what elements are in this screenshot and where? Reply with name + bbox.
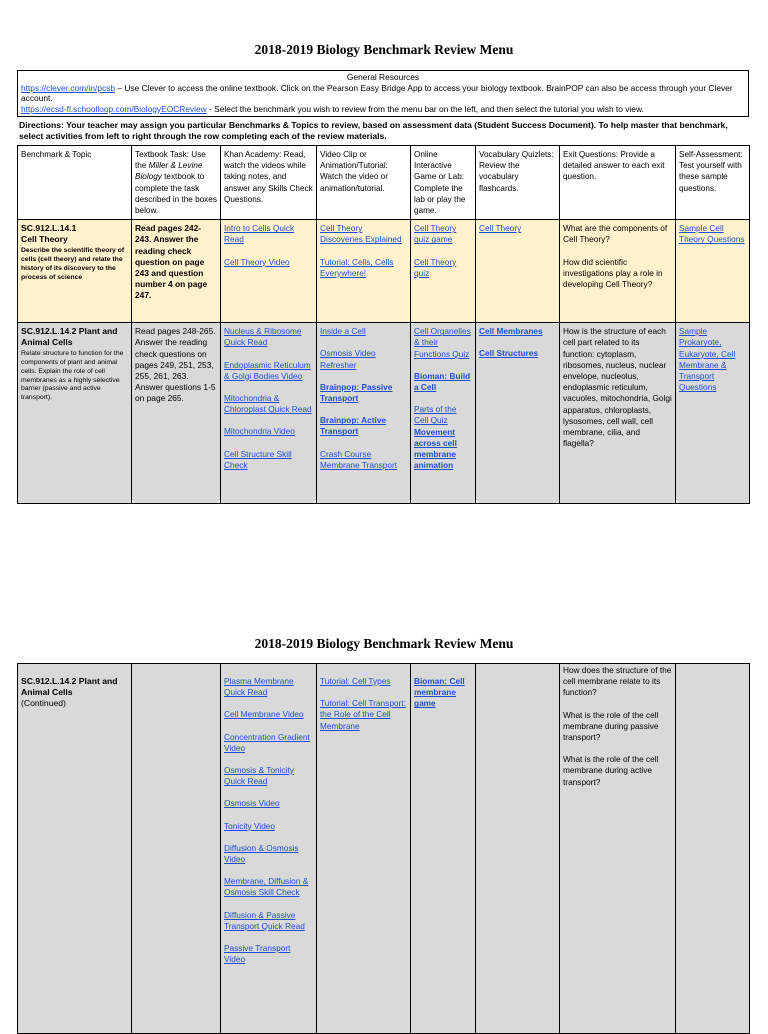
- video-cell: [317, 323, 411, 504]
- clever-link[interactable]: https://clever.com/in/pcsb: [21, 82, 116, 93]
- khan-cell: [221, 220, 317, 323]
- exit-cell: [560, 664, 676, 1034]
- khan-link[interactable]: Mitochondria & Chloroplast Quick Read: [224, 393, 312, 415]
- vocab-link[interactable]: Cell Structures: [479, 348, 539, 359]
- header-benchmark: Benchmark & Topic: [18, 146, 132, 220]
- video-link[interactable]: Crash Course Membrane Transport: [320, 448, 398, 470]
- header-self: Self-Assessment: Test yourself with these sample questions.: [676, 146, 750, 220]
- game-link[interactable]: Cell Theory quiz: [414, 256, 457, 278]
- resources-heading: General Resources: [346, 72, 420, 82]
- header-vocab: Vocabulary Quizlets: Review the vocabulary flashcards.: [476, 146, 560, 220]
- textbook-cell: [132, 664, 221, 1034]
- self-assessment-link[interactable]: Sample Prokaryote, Eukaryote, Cell Membrane & Transport Questions: [679, 326, 736, 393]
- header-textbook: Textbook Task: Use the Miller & Levine Biology textbook to complete the task described in the boxes below.: [132, 146, 221, 220]
- game-link[interactable]: Bioman: Cell membrane game: [414, 676, 465, 709]
- khan-cell: [221, 323, 317, 504]
- benchmark-topic: Cell Theory: [21, 234, 68, 245]
- game-link[interactable]: Cell Organelles & their Functions Quiz: [414, 326, 471, 359]
- khan-link[interactable]: Passive Transport Video: [224, 943, 291, 965]
- video-link[interactable]: Brainpop: Active Transport: [320, 415, 387, 437]
- khan-link[interactable]: Diffusion & Osmosis Video: [224, 842, 299, 865]
- general-resources-box: [17, 70, 749, 117]
- video-link[interactable]: Tutorial: Cell Transport: the Role of the Cell Membrane: [320, 698, 406, 731]
- header-video: Video Clip or Animation/Tutorial: Watch the video or animation/tutorial.: [317, 146, 411, 220]
- benchmark-cell: [18, 220, 132, 323]
- self-cell: [676, 220, 750, 323]
- header-exit: Exit Questions: Provide a detailed answer to each exit question.: [560, 146, 676, 220]
- page-break: [0, 560, 768, 600]
- benchmark-description: Relate structure to function for the components of plant and animal cells. Explain the role of cell membranes as a highly selective barrier (passive and active transport).: [21, 350, 124, 402]
- game-cell: [411, 220, 476, 323]
- khan-link[interactable]: Osmosis Video: [224, 798, 280, 809]
- self-cell: [676, 664, 750, 1034]
- benchmark-code: SC.912.L.14.2 Plant and Animal Cells: [21, 326, 118, 348]
- exit-question: How did scientific investigations play a role in developing Cell Theory?: [563, 256, 663, 290]
- textbook-cell: Read pages 248-265. Answer the reading check questions on pages 249, 251, 253, 255, 261, 263. Answer questions 1-5 on page 265.: [132, 323, 221, 504]
- benchmark-description: Describe the scientific theory of cells (cell theory) and relate the history of its discovery to the process of science: [21, 247, 125, 281]
- exit-question: How does the structure of the cell membrane relate to its function?: [563, 665, 672, 698]
- video-link[interactable]: Brainpop: Passive Transport: [320, 381, 393, 404]
- video-cell: [317, 664, 411, 1034]
- game-link[interactable]: Bioman: Build a Cell: [414, 370, 471, 393]
- benchmark-code: SC.912.L.14.2 Plant and Animal Cells: [21, 676, 118, 697]
- self-cell: [676, 323, 750, 504]
- header-khan: Khan Academy: Read, watch the videos while taking notes, and answer any Skills Check Questions.: [221, 146, 317, 220]
- header-row: [18, 146, 750, 220]
- khan-link[interactable]: Cell Structure Skill Check: [224, 448, 292, 470]
- game-cell: [411, 323, 476, 504]
- video-link[interactable]: Tutorial: Cell Types: [320, 676, 391, 686]
- row-cell-theory: [18, 220, 750, 323]
- vocab-cell: [476, 323, 560, 504]
- benchmark-cell: [18, 323, 132, 504]
- khan-link[interactable]: Tonicity Video: [224, 820, 276, 831]
- exit-question: How is the structure of each cell part related to its function: cytoplasm, ribosomes, nucleus, nuclear envelope, nucleolus, endoplasmic reticulum, vacuoles, mitochondria, Golgi apparatus, chloroplasts, lysosomes, cell wall, cell membrane, cilia, and flagella?: [563, 326, 672, 449]
- directions-text: Directions: Your teacher may assign you particular Benchmarks & Topics to review, based on assessment data (Student Success Document). To help master that benchmark, select activities from left to right through the row completing each of the review materials.: [19, 120, 728, 141]
- page-title: 2018-2019 Biology Benchmark Review Menu: [254, 636, 514, 651]
- khan-cell: [221, 664, 317, 1034]
- exit-question: What is the role of the cell membrane during active transport?: [563, 754, 659, 787]
- khan-link[interactable]: Nucleus & Ribosome Quick Read: [224, 326, 302, 348]
- benchmark-code: SC.912.L.14.1: [21, 223, 77, 234]
- vocab-cell: [476, 664, 560, 1034]
- page-title: 2018-2019 Biology Benchmark Review Menu: [254, 42, 514, 57]
- review-menu-table-continued: [17, 663, 750, 1034]
- resource-line-1: https://clever.com/in/pcsb – Use Clever to access the online textbook. Click on the Pearson Easy Bridge App to access your biology textbook. BrainPOP can also be access through your Clever account.: [21, 82, 733, 103]
- khan-link[interactable]: Diffusion & Passive Transport Quick Read: [224, 909, 305, 931]
- game-cell: [411, 664, 476, 1034]
- textbook-cell: Read pages 242-243. Answer the reading check question on page 243 and question number 4 on page 247.: [132, 220, 221, 323]
- video-cell: [317, 220, 411, 323]
- game-link[interactable]: Cell Theory quiz game: [414, 223, 457, 245]
- exit-question: What is the role of the cell membrane during passive transport?: [563, 709, 659, 743]
- video-link[interactable]: Osmosis Video Refresher: [320, 348, 376, 370]
- resource-line-2: https://ecsd-fl.schoolloop.com/BiologyEOCReview - Select the benchmark you wish to review from the menu bar on the left, and then select the tutorial you wish to view.: [21, 103, 644, 114]
- khan-link[interactable]: Cell Theory Video: [224, 256, 290, 267]
- benchmark-cell: [18, 664, 132, 1034]
- exit-cell: [560, 220, 676, 323]
- exit-question: What are the components of Cell Theory?: [563, 223, 668, 245]
- vocab-link[interactable]: Cell Membranes: [479, 326, 543, 337]
- video-link[interactable]: Cell Theory Discoveries Explained: [320, 223, 402, 245]
- khan-link[interactable]: Intro to Cells Quick Read: [224, 223, 295, 245]
- schoolloop-link[interactable]: https://ecsd-fl.schoolloop.com/BiologyEOCReview: [21, 103, 207, 114]
- header-game: Online Interactive Game or Lab: Complete the lab or play the game.: [411, 146, 476, 220]
- khan-link[interactable]: Cell Membrane Video: [224, 709, 304, 720]
- game-link[interactable]: Parts of the Cell Quiz: [414, 404, 457, 426]
- khan-link[interactable]: Mitochondria Video: [224, 426, 295, 437]
- self-assessment-link[interactable]: Sample Cell Theory Questions: [679, 223, 745, 245]
- row-plant-animal-cells-continued: [18, 664, 750, 1034]
- video-link[interactable]: Tutorial: Cells, Cells Everywhere!: [320, 256, 394, 278]
- khan-link[interactable]: Osmosis & Tonicity Quick Read: [224, 765, 294, 787]
- row-plant-animal-cells: [18, 323, 750, 504]
- game-link[interactable]: Movement across cell membrane animation: [414, 426, 457, 471]
- page-2: [0, 600, 768, 1024]
- video-link[interactable]: Inside a Cell: [320, 326, 366, 337]
- khan-link[interactable]: Endoplasmic Reticulum & Golgi Bodies Video: [224, 359, 311, 381]
- continued-label: (Continued): [21, 698, 66, 708]
- vocab-link[interactable]: Cell Theory: [479, 223, 522, 234]
- khan-link[interactable]: Concentration Gradient Video: [224, 731, 310, 753]
- exit-cell: [560, 323, 676, 504]
- khan-link[interactable]: Membrane, Diffusion & Osmosis Skill Check: [224, 876, 309, 898]
- khan-link[interactable]: Plasma Membrane Quick Read: [224, 676, 294, 698]
- review-menu-table: [17, 145, 750, 504]
- vocab-cell: [476, 220, 560, 323]
